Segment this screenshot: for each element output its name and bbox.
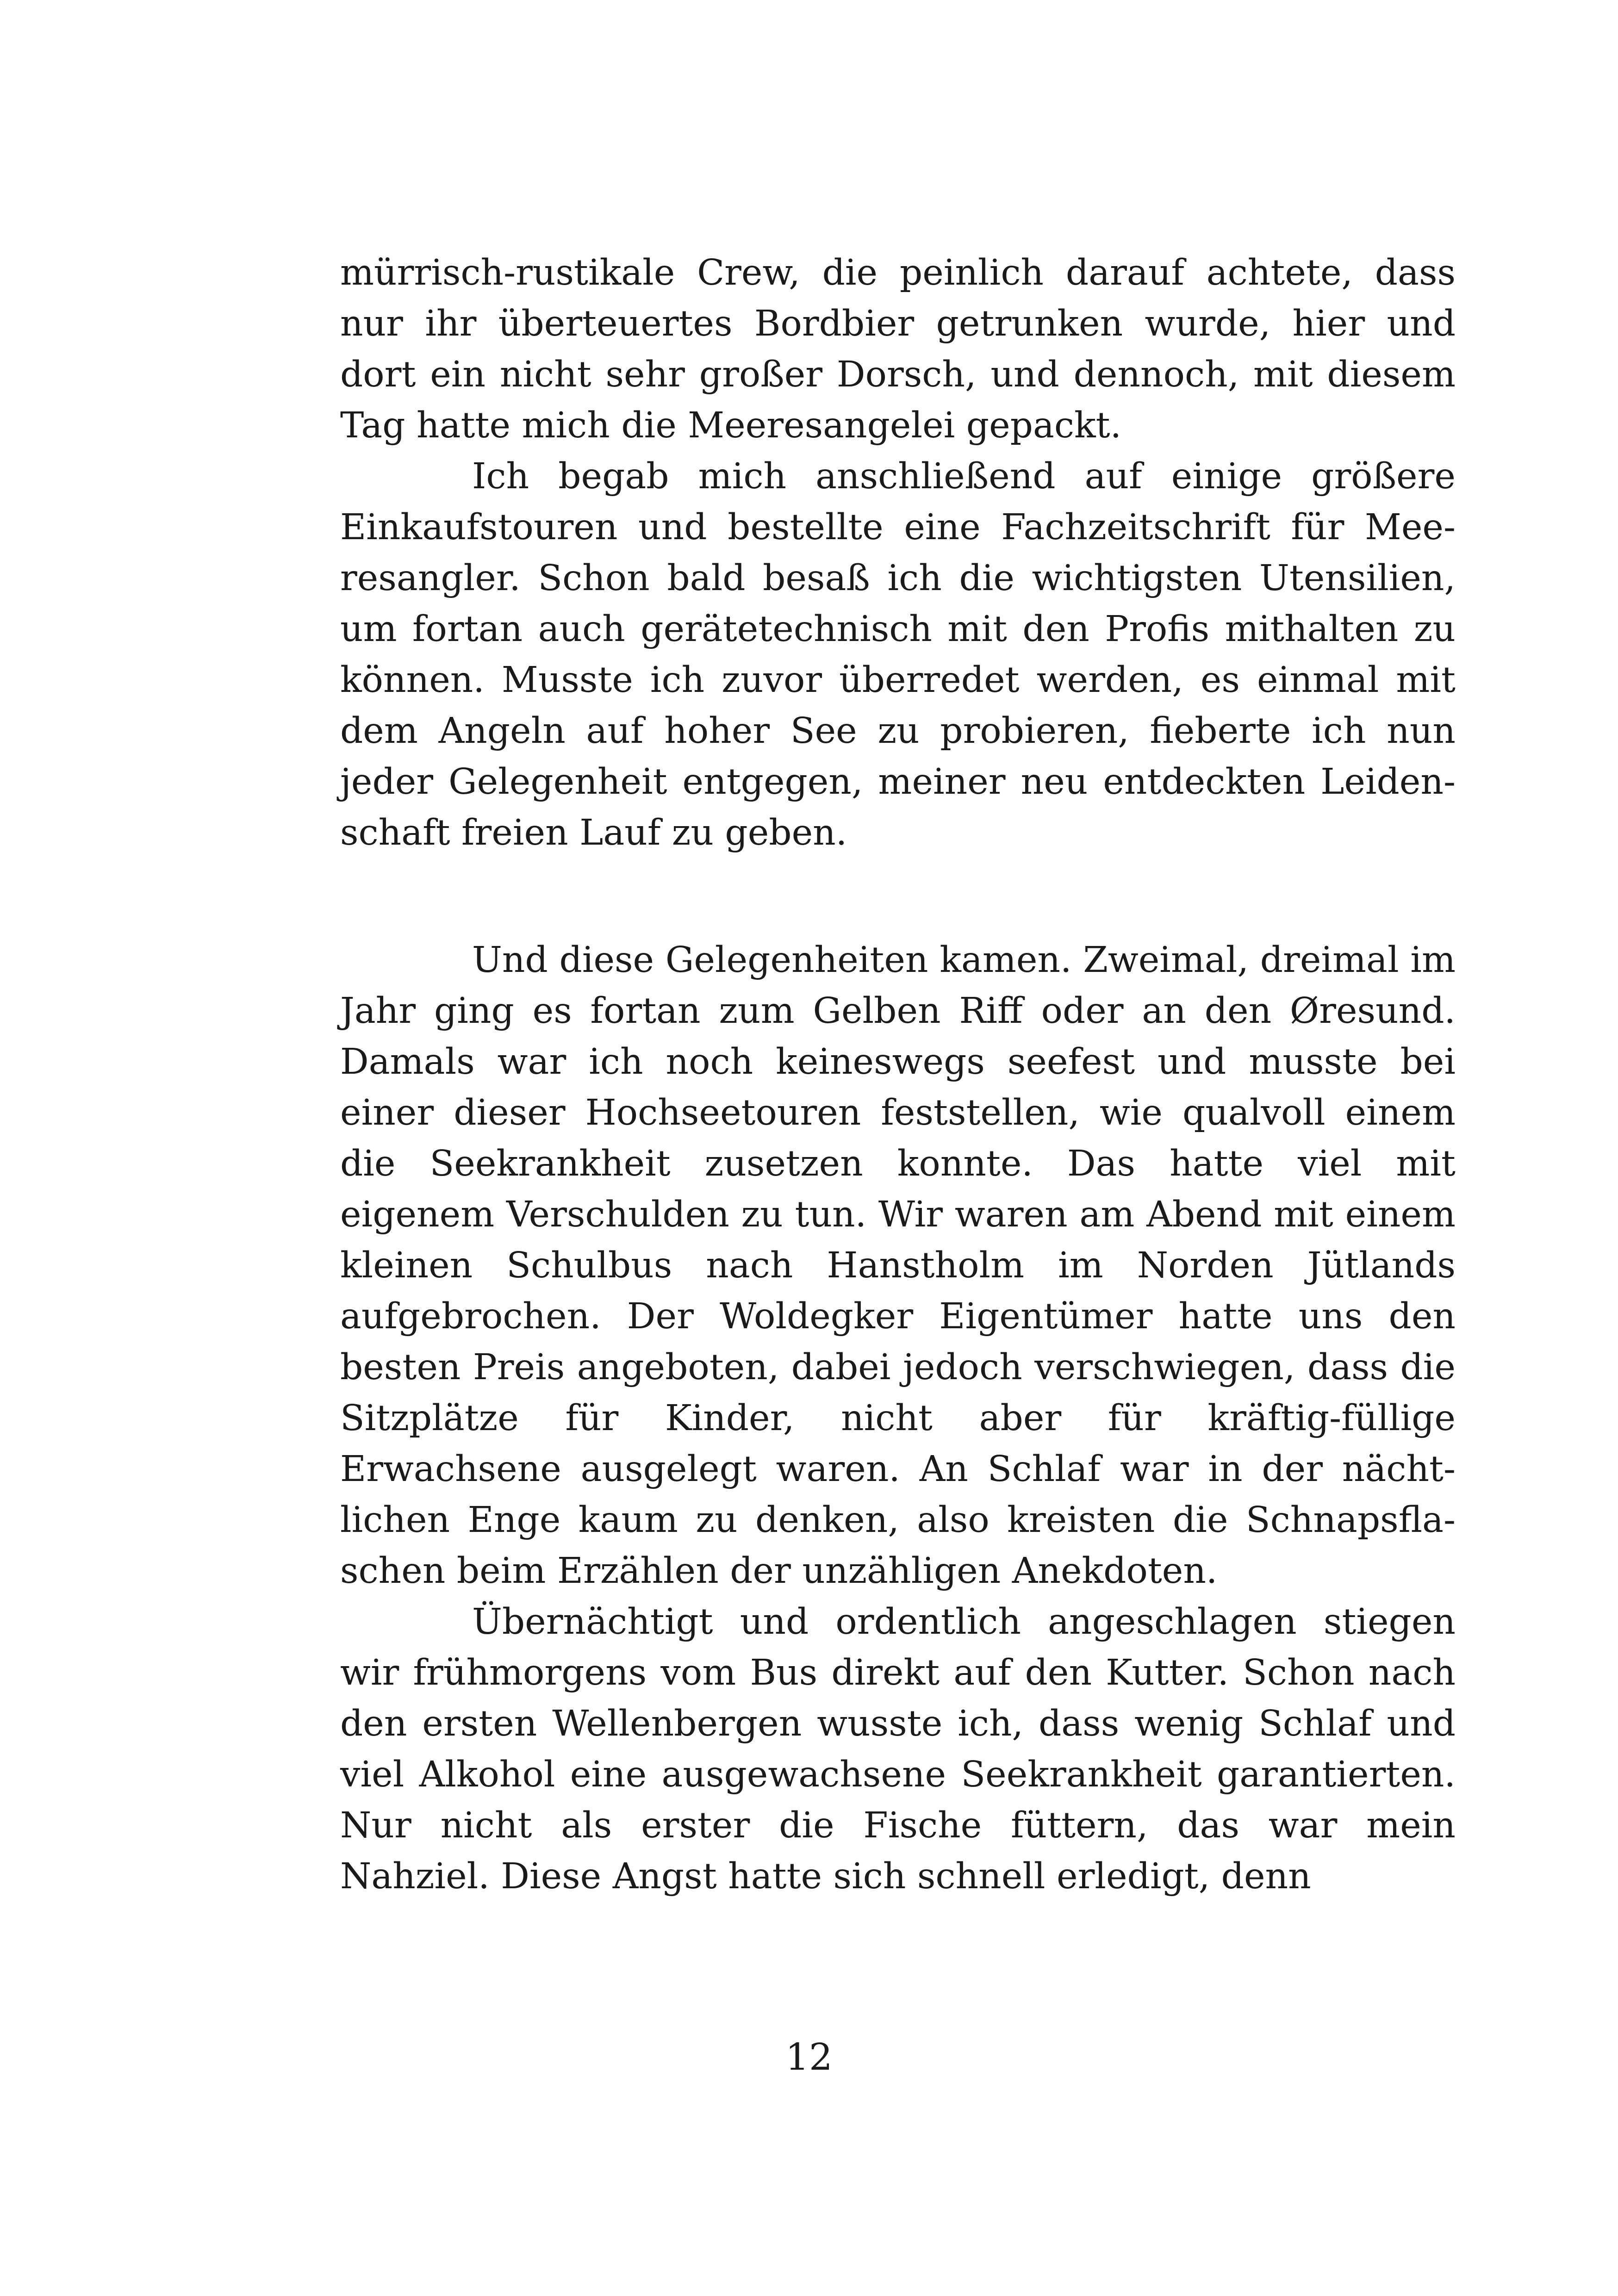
- paragraph-continuation: mürrisch-rustikale Crew, die peinlich darauf achtete, dass nur ihr überteuertes Bordbier getrunken wurde, hier und dort ein nicht sehr großer Dorsch, und dennoch, mit diesem Tag hatte mich die Meeresangelei gepackt.: [340, 252, 1456, 446]
- paragraph-shopping: Ich begab mich anschließend auf einige größere Einkaufstouren und bestellte eine Fachzeitschrift für Meeresangler. Schon bald besaß ich die wichtigsten Utensilien, um fortan auch gerätetechnisch mit den Profis mithalten zu können. Musste ich zuvor überredet werden, es einmal mit dem Angeln auf hoher See zu probieren, fieberte ich nun jeder Gelegenheit entgegen, meiner neu entdeckten Leidenschaft freien Lauf zu geben.: [340, 456, 1456, 853]
- paragraph-opportunities: Und diese Gelegenheiten kamen. Zweimal, dreimal im Jahr ging es fortan zum Gelben Riff oder an den Øresund. Damals war ich noch keineswegs seefest und musste bei einer dieser Hochseetouren feststellen, wie qualvoll einem die Seekrankheit zusetzen konnte. Das hatte viel mit eigenem Verschulden zu tun. Wir waren am Abend mit einem kleinen Schulbus nach Hanstholm im Norden Jütlands aufgebrochen. Der Woldegker Eigentümer hatte uns den besten Preis angeboten, dabei jedoch verschwiegen, dass die Sitzplätze für Kinder, nicht aber für kräftig-füllige Erwachsene ausgelegt waren. An Schlaf war in der nächtlichen Enge kaum zu denken, also kreisten die Schnapsflaschen beim Erzählen der unzähligen Anekdoten.: [340, 940, 1456, 1592]
- paragraph-seasickness: Übernächtigt und ordentlich angeschlagen stiegen wir frühmorgens vom Bus direkt auf den Kutter. Schon nach den ersten Wellenbergen wusste ich, dass wenig Schlaf und viel Alkohol eine ausgewachsene Seekrankheit garantierten. Nur nicht als erster die Fische füttern, das war mein Nahziel. Diese Angst hatte sich schnell erledigt, denn: [340, 1601, 1456, 1897]
- page-number: 12: [785, 2035, 833, 2078]
- body-text: [340, 248, 1456, 1902]
